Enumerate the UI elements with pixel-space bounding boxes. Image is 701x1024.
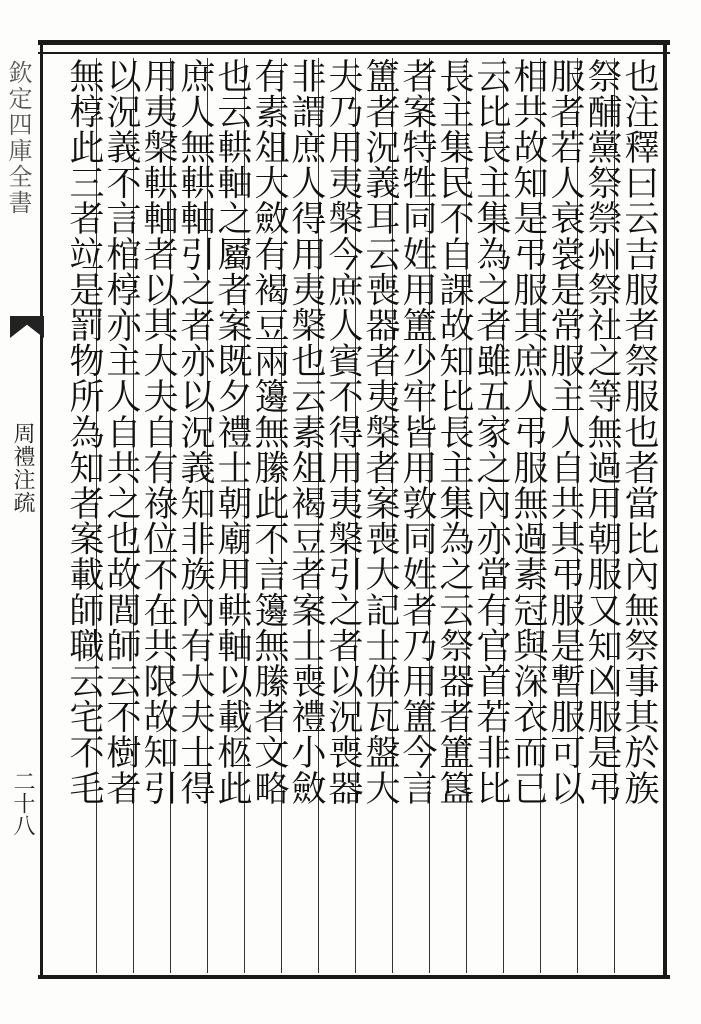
- top-inner-rule: [38, 52, 670, 54]
- text-column: 也云輁軸之屬者案既夕禮士朝廟用輁軸以載柩此: [212, 58, 252, 806]
- top-border-rule: [38, 40, 670, 45]
- text-column: 長主集民不自課故知比長主集為之云祭器者簠簋: [434, 58, 474, 806]
- text-column: 祭酺黨祭禜州祭社之等無過用朝服又知凶服是弔: [582, 58, 622, 806]
- text-column: 簠者況義耳云喪器者夷槃者案喪大記士併瓦盤大: [360, 58, 400, 806]
- text-column: 以況義不言棺椁亦主人自共之也故閭師云不樹者: [101, 58, 141, 806]
- page-number: 二十八: [10, 770, 35, 836]
- book-title: 周禮注疏: [10, 422, 35, 514]
- text-column: 無椁此三者竝是罰物所為知者案載師職云宅不毛: [64, 58, 104, 806]
- text-column: 服者若人衰裳是常服主人自共其弔服是暫服可以: [545, 58, 585, 806]
- text-column: 者案特牲同姓用簠少牢皆用敦同姓者乃用簠今言: [397, 58, 437, 806]
- right-border-rule: [663, 40, 667, 979]
- running-title: 欽定四庫全書: [4, 60, 32, 216]
- text-column: 非謂庶人得用夷槃也云素俎褐豆者案士喪禮小斂: [286, 58, 326, 806]
- text-column: 用夷槃輁軸者以其大夫自有祿位不在共限故知引: [138, 58, 178, 806]
- text-column: 相共故知是弔服其庶人弔服無過素冠與深衣而已: [508, 58, 548, 806]
- text-column: 也注釋曰云吉服者祭服也者當比內無祭事其於族: [619, 58, 659, 806]
- text-column: 有素俎大斂有褐豆兩籩無縢此不言籩無縢者文略: [249, 58, 289, 806]
- text-column: 庶人無輁軸引之者亦以況義知非族內有大夫士得: [175, 58, 215, 806]
- text-column: 夫乃用夷槃今庶人賓不得用夷槃引之者以況喪器: [323, 58, 363, 806]
- bottom-border-rule: [38, 975, 670, 979]
- text-column: 云比長主集為之者雖五家之內亦當有官首若非比: [471, 58, 511, 806]
- text-block: [60, 58, 663, 973]
